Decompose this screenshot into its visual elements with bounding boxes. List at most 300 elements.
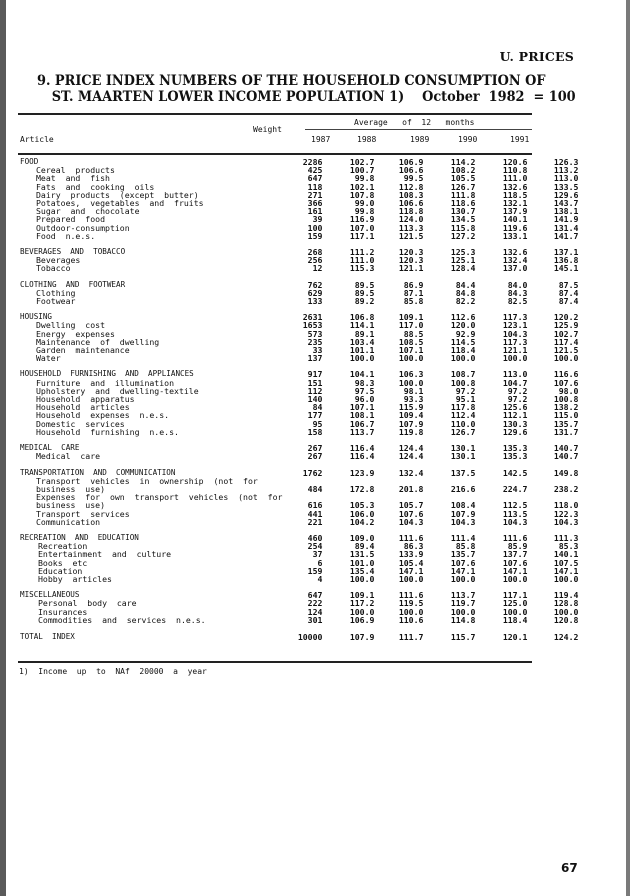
index-value-1988: 107.1 bbox=[398, 345, 424, 356]
index-value-1987: 99.8 bbox=[354, 206, 375, 217]
index-value-1989: 95.1 bbox=[455, 394, 476, 405]
index-value-1988: 107.9 bbox=[398, 418, 424, 429]
weight-cell: 425 bbox=[307, 165, 323, 176]
article-label: Footwear bbox=[36, 296, 76, 307]
index-value-1990: 119.6 bbox=[502, 222, 528, 233]
index-value-1988: 107.6 bbox=[398, 508, 424, 519]
header-weight: Weight bbox=[253, 125, 282, 134]
group-spacer bbox=[20, 583, 578, 591]
weight-cell: 37 bbox=[312, 549, 323, 560]
article-label: Water bbox=[36, 353, 61, 364]
index-value-1987: 89.5 bbox=[354, 279, 375, 290]
spacer-cell bbox=[20, 305, 578, 313]
index-value-1990: 112.1 bbox=[502, 410, 528, 421]
index-value-1991: 113.0 bbox=[553, 173, 579, 184]
article-label: Beverages bbox=[36, 255, 81, 266]
item-row bbox=[20, 599, 578, 607]
index-value-1989: 107.6 bbox=[450, 557, 476, 568]
index-value-1990: 84.3 bbox=[507, 287, 528, 298]
index-value-1991: 137.1 bbox=[553, 247, 579, 258]
index-value-1990: 97.2 bbox=[507, 394, 528, 405]
article-label: Potatoes, vegetables and fruits bbox=[36, 198, 204, 209]
index-value-1987: 107.0 bbox=[349, 222, 375, 233]
article-label: Cereal products bbox=[36, 165, 115, 176]
index-value-1989: 120.0 bbox=[450, 320, 476, 331]
index-value-1990: 137.0 bbox=[502, 263, 528, 274]
article-label: Transport vehicles in ownership (not for bbox=[36, 475, 258, 486]
index-value-1990: 111.0 bbox=[502, 173, 528, 184]
index-value-1989: 82.2 bbox=[455, 296, 476, 307]
index-value-1991: 145.1 bbox=[553, 263, 579, 274]
index-value-1987: 104.1 bbox=[349, 369, 375, 380]
weight-cell: 256 bbox=[307, 255, 323, 266]
index-value-1988: 104.3 bbox=[398, 516, 424, 527]
weight-cell: 2631 bbox=[302, 312, 323, 323]
weight-cell: 84 bbox=[312, 402, 323, 413]
index-value-1988: 106.9 bbox=[398, 157, 424, 167]
index-value-1987: 113.7 bbox=[349, 426, 375, 437]
index-value-1988: 113.3 bbox=[398, 222, 424, 233]
article-label: Communication bbox=[36, 516, 101, 527]
index-value-1989: 117.8 bbox=[450, 402, 476, 413]
index-value-1989: 125.3 bbox=[450, 247, 476, 258]
index-value-1990: 135.3 bbox=[502, 451, 528, 462]
table-top-rule bbox=[18, 113, 532, 115]
index-value-1989: 130.1 bbox=[450, 443, 476, 454]
category-row bbox=[20, 248, 578, 256]
index-value-1989: 119.7 bbox=[450, 598, 476, 609]
index-value-1987: 96.0 bbox=[354, 394, 375, 405]
index-value-1987: 131.5 bbox=[349, 549, 375, 560]
weight-cell: 268 bbox=[307, 247, 323, 258]
index-value-1989: 100.0 bbox=[450, 573, 476, 584]
index-value-1990: 104.7 bbox=[502, 377, 528, 388]
weight-cell: 159 bbox=[307, 565, 323, 576]
index-value-1991: 118.0 bbox=[553, 500, 579, 511]
group-spacer bbox=[20, 305, 578, 313]
index-value-1987: 116.9 bbox=[349, 214, 375, 225]
index-value-1987: 117.2 bbox=[349, 598, 375, 609]
item-row bbox=[20, 297, 578, 305]
article-label: Furniture and illumination bbox=[36, 377, 175, 388]
index-value-1987: 89.2 bbox=[354, 296, 375, 307]
index-value-1991: 100.0 bbox=[553, 353, 579, 364]
index-value-1991: 126.3 bbox=[553, 157, 579, 167]
weight-cell: 6 bbox=[317, 557, 323, 568]
index-value-1988: 100.0 bbox=[398, 606, 424, 617]
index-value-1990: 82.5 bbox=[507, 296, 528, 307]
scan-right-edge bbox=[626, 0, 630, 896]
index-value-1987: 99.8 bbox=[354, 173, 375, 184]
article-label: Household furnishing n.e.s. bbox=[36, 426, 179, 437]
index-value-1990: 133.1 bbox=[502, 230, 528, 241]
index-value-1988: 86.9 bbox=[403, 279, 424, 290]
item-row bbox=[20, 559, 578, 567]
spacer-cell bbox=[20, 624, 578, 632]
index-value-1990: 118.5 bbox=[502, 189, 528, 200]
index-value-1989: 108.2 bbox=[450, 165, 476, 176]
index-value-1987: 106.0 bbox=[349, 508, 375, 519]
index-value-1991: 138.2 bbox=[553, 402, 579, 413]
index-value-1988: 124.4 bbox=[398, 443, 424, 454]
index-value-1987: 107.9 bbox=[349, 631, 375, 642]
index-value-1988: 111.7 bbox=[398, 631, 424, 642]
index-value-1989: 100.0 bbox=[450, 353, 476, 364]
article-label: Household apparatus bbox=[36, 394, 135, 405]
article-label: Transport services bbox=[36, 508, 130, 519]
article-label: CLOTHING AND FOOTWEAR bbox=[20, 279, 126, 289]
item-row bbox=[20, 354, 578, 362]
index-value-1990: 117.1 bbox=[502, 590, 528, 601]
section-label: U. PRICES bbox=[499, 49, 574, 64]
index-value-1990: 111.6 bbox=[502, 532, 528, 543]
index-value-1989: 147.1 bbox=[450, 565, 476, 576]
index-value-1989: 110.0 bbox=[450, 418, 476, 429]
index-value-1991: 87.4 bbox=[558, 296, 579, 307]
index-value-1990: 110.8 bbox=[502, 165, 528, 176]
index-value-1988: 119.5 bbox=[398, 598, 424, 609]
article-label: Household expenses n.e.s. bbox=[36, 410, 170, 421]
article-label: BEVERAGES AND TOBACCO bbox=[20, 247, 126, 257]
header-bottom-rule bbox=[18, 153, 532, 155]
page-title bbox=[37, 73, 576, 105]
index-value-1988: 85.8 bbox=[403, 296, 424, 307]
index-value-1987: 105.3 bbox=[349, 500, 375, 511]
index-value-1989: 130.7 bbox=[450, 206, 476, 217]
index-value-1987: 99.0 bbox=[354, 198, 375, 209]
header-year-1987: 1987 bbox=[311, 135, 331, 144]
weight-cell: 235 bbox=[307, 336, 323, 347]
index-value-1990: 120.6 bbox=[502, 157, 528, 167]
index-value-1990: 224.7 bbox=[502, 483, 528, 494]
index-value-1989: 114.8 bbox=[450, 614, 476, 625]
index-value-1991: 143.7 bbox=[553, 198, 579, 209]
index-value-1989: 135.7 bbox=[450, 549, 476, 560]
index-value-1990: 137.9 bbox=[502, 206, 528, 217]
index-value-1990: 132.1 bbox=[502, 198, 528, 209]
index-value-1987: 89.5 bbox=[354, 287, 375, 298]
footnote: 1) Income up to NAf 20000 a year bbox=[19, 667, 207, 676]
weight-cell: 301 bbox=[307, 614, 323, 625]
index-value-1987: 106.7 bbox=[349, 418, 375, 429]
weight-cell: 4 bbox=[317, 573, 323, 584]
item-row bbox=[20, 232, 578, 240]
index-value-1988: 121.1 bbox=[398, 263, 424, 274]
weight-cell: 647 bbox=[307, 590, 323, 601]
index-value-1988: 100.0 bbox=[398, 353, 424, 364]
index-value-1988: 108.5 bbox=[398, 336, 424, 347]
index-value-1990: 142.5 bbox=[502, 467, 528, 478]
article-label: Food n.e.s. bbox=[36, 230, 96, 241]
index-value-1987: 97.5 bbox=[354, 385, 375, 396]
index-value-1991: 124.2 bbox=[553, 631, 579, 642]
index-value-1987: 123.9 bbox=[349, 467, 375, 478]
index-value-1991: 122.3 bbox=[553, 508, 579, 519]
index-value-1988: 120.3 bbox=[398, 255, 424, 266]
index-value-1991: 141.7 bbox=[553, 230, 579, 241]
index-value-1990: 107.6 bbox=[502, 557, 528, 568]
article-label: Clothing bbox=[36, 287, 76, 298]
index-value-1990: 85.9 bbox=[507, 541, 528, 552]
index-value-1989: 104.3 bbox=[450, 516, 476, 527]
weight-cell: 140 bbox=[307, 394, 323, 405]
index-value-1987: 106.9 bbox=[349, 614, 375, 625]
header-article: Article bbox=[20, 135, 54, 144]
index-value-1989: 125.1 bbox=[450, 255, 476, 266]
group-spacer bbox=[20, 436, 578, 444]
article-label-continued: business use) bbox=[36, 500, 106, 511]
index-value-1991: 138.1 bbox=[553, 206, 579, 217]
article-label: FOOD bbox=[20, 157, 39, 166]
index-value-1988: 93.3 bbox=[403, 394, 424, 405]
weight-cell: 573 bbox=[307, 328, 323, 339]
weight-cell: 647 bbox=[307, 173, 323, 184]
article-label: TOTAL INDEX bbox=[20, 631, 75, 641]
index-value-1991: 140.7 bbox=[553, 443, 579, 454]
header-year-1990: 1990 bbox=[458, 135, 478, 144]
index-value-1991: 100.0 bbox=[553, 573, 579, 584]
header-year-1991: 1991 bbox=[510, 135, 530, 144]
index-value-1987: 116.4 bbox=[349, 443, 375, 454]
index-value-1989: 113.7 bbox=[450, 590, 476, 601]
index-value-1989: 216.6 bbox=[450, 483, 476, 494]
weight-cell: 39 bbox=[312, 214, 323, 225]
item-row bbox=[20, 616, 578, 624]
index-value-1987: 107.8 bbox=[349, 189, 375, 200]
index-value-1989: 111.4 bbox=[450, 532, 476, 543]
category-row bbox=[20, 534, 578, 542]
article-label: Expenses for own transport vehicles (not for bbox=[36, 492, 283, 503]
scan-left-edge bbox=[0, 0, 6, 896]
weight-cell: 254 bbox=[307, 541, 323, 552]
index-value-1990: 135.3 bbox=[502, 443, 528, 454]
index-value-1989: 100.8 bbox=[450, 377, 476, 388]
weight-cell: 158 bbox=[307, 426, 323, 437]
index-value-1988: 109.1 bbox=[398, 312, 424, 323]
weight-cell: 124 bbox=[307, 606, 323, 617]
total-row bbox=[20, 632, 578, 641]
index-value-1987: 104.2 bbox=[349, 516, 375, 527]
item-row bbox=[20, 264, 578, 272]
index-value-1991: 116.6 bbox=[553, 369, 579, 380]
index-value-1991: 128.8 bbox=[553, 598, 579, 609]
item-row bbox=[20, 428, 578, 436]
category-row bbox=[20, 444, 578, 452]
index-value-1991: 141.9 bbox=[553, 214, 579, 225]
index-value-1987: 106.8 bbox=[349, 312, 375, 323]
weight-cell: 271 bbox=[307, 189, 323, 200]
article-label: Dairy products (except butter) bbox=[36, 189, 199, 200]
weight-cell: 762 bbox=[307, 279, 323, 290]
index-value-1988: 119.8 bbox=[398, 426, 424, 437]
article-label: Energy expenses bbox=[36, 328, 115, 339]
item-row bbox=[20, 550, 578, 558]
index-value-1988: 100.0 bbox=[398, 377, 424, 388]
index-value-1990: 140.1 bbox=[502, 214, 528, 225]
index-value-1989: 114.2 bbox=[450, 157, 476, 167]
weight-cell: 137 bbox=[307, 353, 323, 364]
index-value-1988: 109.4 bbox=[398, 410, 424, 421]
index-value-1988: 111.6 bbox=[398, 590, 424, 601]
index-value-1988: 100.0 bbox=[398, 573, 424, 584]
index-value-1987: 116.4 bbox=[349, 451, 375, 462]
index-value-1990: 147.1 bbox=[502, 565, 528, 576]
article-label: Books etc bbox=[38, 557, 88, 568]
index-value-1989: 118.6 bbox=[450, 198, 476, 209]
index-value-1991: 85.3 bbox=[558, 541, 579, 552]
item-row bbox=[20, 256, 578, 264]
index-value-1987: 102.7 bbox=[349, 157, 375, 167]
category-row bbox=[20, 281, 578, 289]
article-label: Tobacco bbox=[36, 263, 71, 274]
header-average: Average of 12 months bbox=[354, 118, 475, 127]
index-value-1991: 107.6 bbox=[553, 377, 579, 388]
spacer-cell bbox=[20, 436, 578, 444]
index-value-1988: 201.8 bbox=[398, 483, 424, 494]
item-row bbox=[20, 510, 578, 518]
index-value-1990: 100.0 bbox=[502, 606, 528, 617]
weight-cell: 159 bbox=[307, 230, 323, 241]
article-label: Household articles bbox=[36, 402, 130, 413]
weight-cell: 366 bbox=[307, 198, 323, 209]
weight-cell: 460 bbox=[307, 532, 323, 543]
index-value-1988: 124.0 bbox=[398, 214, 424, 225]
header-year-1989: 1989 bbox=[410, 135, 430, 144]
index-value-1989: 137.5 bbox=[450, 467, 476, 478]
index-value-1989: 126.7 bbox=[450, 426, 476, 437]
index-value-1989: 127.2 bbox=[450, 230, 476, 241]
index-value-1987: 100.0 bbox=[349, 573, 375, 584]
title-line-1: 9. PRICE INDEX NUMBERS OF THE HOUSEHOLD CONSUMPTION OF bbox=[37, 73, 546, 89]
index-value-1991: 107.5 bbox=[553, 557, 579, 568]
index-value-1991: 115.0 bbox=[553, 410, 579, 421]
item-row bbox=[20, 518, 578, 526]
index-value-1991: 119.4 bbox=[553, 590, 579, 601]
article-label: Hobby articles bbox=[38, 573, 112, 584]
index-value-1988: 132.4 bbox=[398, 467, 424, 478]
index-value-1987: 100.0 bbox=[349, 606, 375, 617]
index-value-1990: 113.5 bbox=[502, 508, 528, 519]
index-value-1989: 115.7 bbox=[450, 631, 476, 642]
index-value-1991: 133.5 bbox=[553, 181, 579, 192]
article-label: Personal body care bbox=[38, 598, 137, 609]
index-value-1991: 120.8 bbox=[553, 614, 579, 625]
article-label-continued: business use) bbox=[36, 483, 106, 494]
index-value-1989: 134.5 bbox=[450, 214, 476, 225]
weight-cell: 95 bbox=[312, 418, 323, 429]
index-value-1990: 104.3 bbox=[502, 516, 528, 527]
index-value-1989: 126.7 bbox=[450, 181, 476, 192]
index-value-1989: 112.4 bbox=[450, 410, 476, 421]
index-value-1988: 147.1 bbox=[398, 565, 424, 576]
index-value-1991: 135.7 bbox=[553, 418, 579, 429]
index-value-1990: 84.0 bbox=[507, 279, 528, 290]
index-value-1988: 110.6 bbox=[398, 614, 424, 625]
index-value-1990: 112.5 bbox=[502, 500, 528, 511]
table-body bbox=[20, 158, 578, 641]
index-value-1988: 105.7 bbox=[398, 500, 424, 511]
index-value-1991: 111.3 bbox=[553, 532, 579, 543]
weight-cell: 151 bbox=[307, 377, 323, 388]
index-value-1988: 106.6 bbox=[398, 198, 424, 209]
index-value-1991: 131.4 bbox=[553, 222, 579, 233]
index-value-1989: 111.8 bbox=[450, 189, 476, 200]
index-value-1988: 106.3 bbox=[398, 369, 424, 380]
index-value-1991: 129.6 bbox=[553, 189, 579, 200]
article-label: HOUSING bbox=[20, 312, 53, 322]
weight-cell: 484 bbox=[307, 483, 323, 494]
index-value-1991: 121.5 bbox=[553, 345, 579, 356]
index-value-1990: 123.1 bbox=[502, 320, 528, 331]
index-value-1991: 136.8 bbox=[553, 255, 579, 266]
article-label: Prepared food bbox=[36, 214, 106, 225]
index-value-1989: 130.1 bbox=[450, 451, 476, 462]
average-header-rule bbox=[305, 129, 532, 130]
index-value-1991: 131.7 bbox=[553, 426, 579, 437]
article-label: MEDICAL CARE bbox=[20, 443, 80, 453]
weight-cell: 267 bbox=[307, 443, 323, 454]
index-value-1987: 108.1 bbox=[349, 410, 375, 421]
weight-cell: 33 bbox=[312, 345, 323, 356]
index-value-1987: 111.2 bbox=[349, 247, 375, 258]
weight-cell: 629 bbox=[307, 287, 323, 298]
weight-cell: 221 bbox=[307, 516, 323, 527]
group-spacer bbox=[20, 624, 578, 632]
index-value-1990: 125.0 bbox=[502, 598, 528, 609]
index-value-1987: 100.0 bbox=[349, 353, 375, 364]
index-value-1991: 117.4 bbox=[553, 336, 579, 347]
article-label: Maintenance of dwelling bbox=[36, 336, 160, 347]
index-value-1988: 105.4 bbox=[398, 557, 424, 568]
article-label: TRANSPORTATION AND COMMUNICATION bbox=[20, 467, 176, 477]
index-value-1991: 238.2 bbox=[553, 483, 579, 494]
index-value-1987: 89.4 bbox=[354, 541, 375, 552]
header-year-1988: 1988 bbox=[357, 135, 377, 144]
index-value-1988: 118.8 bbox=[398, 206, 424, 217]
index-value-1988: 106.6 bbox=[398, 165, 424, 176]
article-label: Meat and fish bbox=[36, 173, 110, 184]
index-value-1989: 85.8 bbox=[455, 541, 476, 552]
index-value-1987: 102.1 bbox=[349, 181, 375, 192]
index-value-1987: 117.1 bbox=[349, 230, 375, 241]
article-label: Entertainment and culture bbox=[38, 549, 172, 560]
weight-cell: 1653 bbox=[302, 320, 323, 331]
index-value-1989: 107.9 bbox=[450, 508, 476, 519]
weight-cell: 2286 bbox=[302, 157, 323, 167]
index-value-1990: 100.0 bbox=[502, 573, 528, 584]
index-value-1988: 86.3 bbox=[403, 541, 424, 552]
article-label: Dwelling cost bbox=[36, 320, 106, 331]
article-label: Outdoor-consumption bbox=[36, 222, 130, 233]
index-value-1989: 112.6 bbox=[450, 312, 476, 323]
index-value-1987: 109.1 bbox=[349, 590, 375, 601]
index-value-1991: 120.2 bbox=[553, 312, 579, 323]
index-value-1989: 108.7 bbox=[450, 369, 476, 380]
page-number: 67 bbox=[561, 861, 578, 875]
index-value-1991: 102.7 bbox=[553, 328, 579, 339]
index-value-1990: 130.3 bbox=[502, 418, 528, 429]
index-value-1991: 98.0 bbox=[558, 385, 579, 396]
index-value-1988: 87.1 bbox=[403, 287, 424, 298]
index-value-1989: 115.8 bbox=[450, 222, 476, 233]
index-value-1991: 149.8 bbox=[553, 467, 579, 478]
weight-cell: 112 bbox=[307, 385, 323, 396]
index-value-1990: 104.3 bbox=[502, 328, 528, 339]
index-value-1990: 137.7 bbox=[502, 549, 528, 560]
article-label: HOUSEHOLD FURNISHING AND APPLIANCES bbox=[20, 369, 194, 379]
index-value-1990: 118.4 bbox=[502, 614, 528, 625]
index-value-1991: 87.4 bbox=[558, 287, 579, 298]
